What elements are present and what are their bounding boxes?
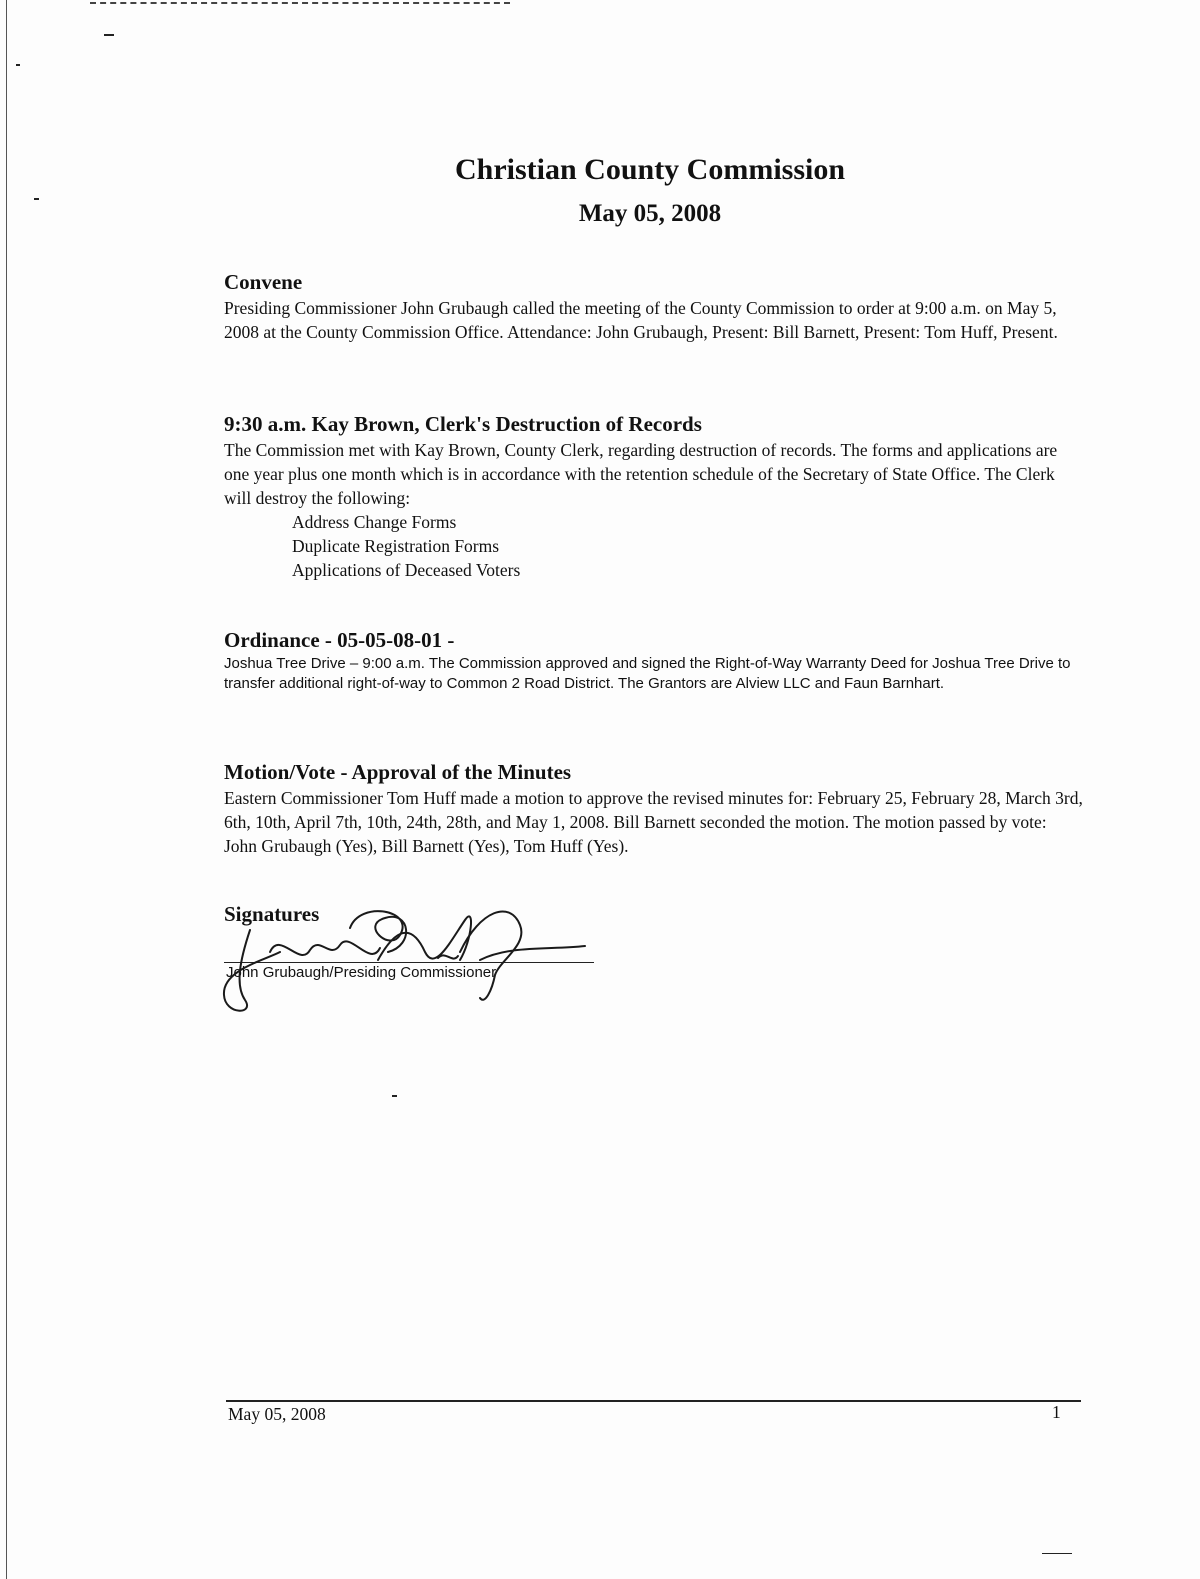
signatures-heading: Signatures: [224, 902, 320, 926]
footer-date: May 05, 2008: [228, 1404, 326, 1424]
section-body: Presiding Commissioner John Grubaugh called the meeting of the County Commission to order at 9:00 a.m. on May 5, 2008 at the County Commission Office. Attendance: John Grubaugh, Present: Bill Barnett, Present: Tom Huff, Present.: [224, 298, 1058, 342]
section-records-destruction: [224, 412, 1084, 582]
section-convene: [224, 270, 1084, 344]
section-heading: 9:30 a.m. Kay Brown, Clerk's Destruction of Records: [224, 412, 702, 436]
document-date: May 05, 2008: [578, 200, 722, 227]
page-number: 1: [1052, 1402, 1061, 1422]
scan-top-marks: [90, 2, 510, 6]
section-ordinance: [224, 628, 1084, 694]
list-item: Duplicate Registration Forms: [292, 536, 500, 556]
section-heading: Convene: [224, 270, 303, 294]
footer-rule: [226, 1400, 1081, 1402]
records-list: [224, 510, 1084, 582]
scan-edge-line: [6, 0, 7, 1579]
scan-speck: [1042, 1553, 1072, 1554]
section-body: Joshua Tree Drive – 9:00 a.m. The Commission approved and signed the Right-of-Way Warranty Deed for Joshua Tree Drive to transfer additional right-of-way to Common 2 Road District. The Grantors are Alview LLC and Faun Barnhart.: [224, 655, 1071, 692]
section-body: Eastern Commissioner Tom Huff made a motion to approve the revised minutes for: February 25, February 28, March 3rd, 6th, 10th, April 7th, 10th, 24th, 28th, and May 1, 2008. Bill Barnett seconded the motion. The motion passed by vote: John Grubaugh (Yes), Bill Barnett (Yes), Tom Huff (Yes).: [224, 788, 1083, 856]
scan-speck: [16, 64, 20, 66]
signature-caption: John Grubaugh/Presiding Commissioner: [226, 964, 497, 981]
signature-block: [210, 890, 610, 1030]
section-minutes-approval: [224, 760, 1084, 858]
section-heading: Motion/Vote - Approval of the Minutes: [224, 760, 572, 784]
scan-speck: [104, 34, 114, 36]
list-item: Applications of Deceased Voters: [292, 560, 521, 580]
scan-speck: [392, 1095, 397, 1097]
handwritten-signature: [210, 890, 610, 1030]
section-body: The Commission met with Kay Brown, County Clerk, regarding destruction of records. The forms and applications are one year plus one month which is in accordance with the retention schedule of the Secretary of State Office. The Clerk will destroy the following:: [224, 440, 1058, 508]
section-heading: Ordinance - 05-05-08-01 -: [224, 628, 455, 652]
list-item: Address Change Forms: [292, 512, 457, 532]
document-title: Christian County Commission: [454, 153, 846, 186]
